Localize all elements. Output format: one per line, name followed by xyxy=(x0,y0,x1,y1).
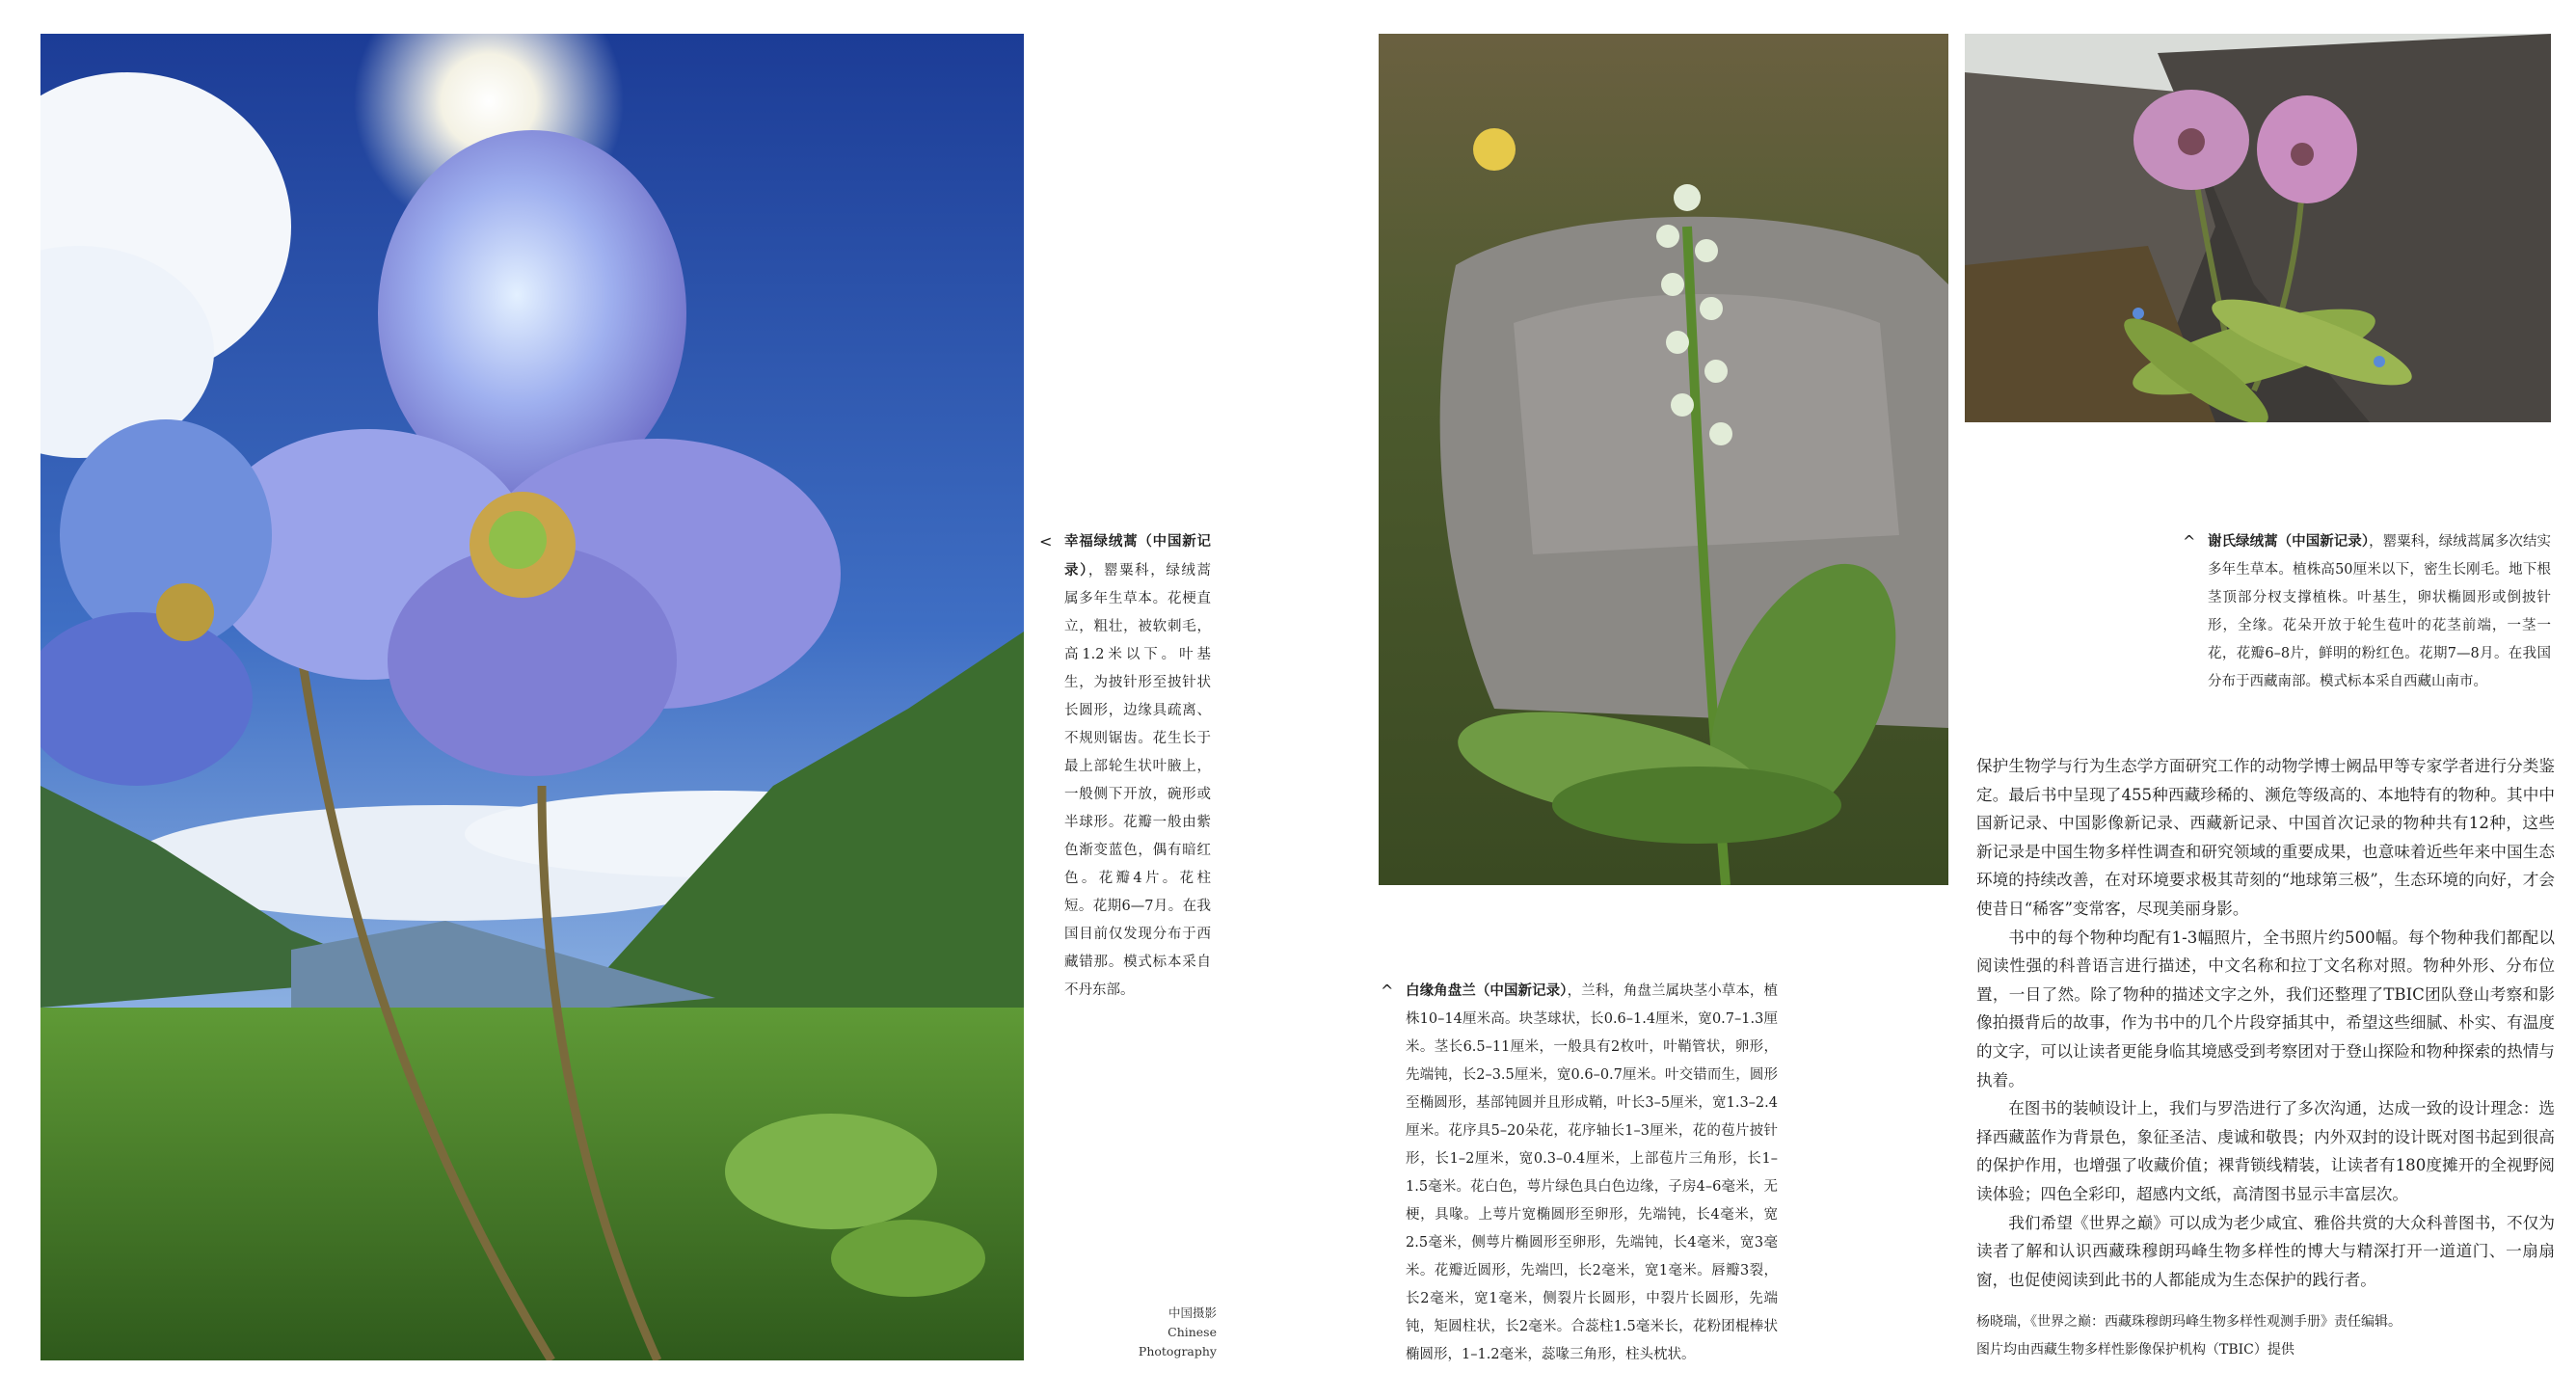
magazine-mark-chinese: 中国摄影 xyxy=(1167,1305,1217,1320)
caption-body: ，罂粟科，绿绒蒿属多次结实多年生草本。植株高50厘米以下，密生长刚毛。地下根茎顶部分杈支撑植株。叶基生，卵状椭圆形或倒披针形，全缘。花朵开放于轮生苞叶的花茎前端，一茎一花，花瓣6–8片，鲜明的粉红色。花期7—8月。在我国分布于西藏南部。模式标本采自西藏山南市。 xyxy=(2208,534,2551,689)
author-note: 杨晓瑞，《世界之巅：西藏珠穆朗玛峰生物多样性观测手册》责任编辑。 xyxy=(1976,1314,2402,1330)
pink-poppy-illustration xyxy=(1965,34,2551,422)
caption-title: 谢氏绿绒蒿（中国新记录） xyxy=(2208,533,2370,550)
caption-white-orchid xyxy=(1381,977,1779,1369)
caption-body: ，罂粟科，绿绒蒿属多年生草本。花梗直立，粗壮，被软刺毛，高1.2米以下。叶基生，为披针形至披针状长圆形，边缘具疏离、不规则锯齿。花生长于最上部轮生状叶腋上，一般侧下开放，碗形或半球形。花瓣一般由紫色渐变蓝色，偶有暗红色。花瓣4片。花柱短。花期6—7月。在我国目前仅发现分布于西藏错那。模式标本采自不丹东部。 xyxy=(1064,563,1212,998)
caption-pointer-up-icon: ^ xyxy=(1381,982,1394,1000)
blue-poppy-illustration xyxy=(40,34,1024,1360)
photo-blue-poppy xyxy=(40,34,1024,1360)
article-body xyxy=(1976,752,2555,1294)
article-paragraph: 书中的每个物种均配有1-3幅照片，全书照片约500幅。每个物种我们都配以阅读性强的科普语言进行描述，中文名称和拉丁文名称对照。物种外形、分布位置，一目了然。除了物种的描述文字之外，我们还整理了TBIC团队登山考察和影像拍摄背后的故事，作为书中的几个片段穿插其中，希望这些细腻、朴实、有温度的文字，可以让读者更能身临其境感受到考察团对于登山探险和物种探索的热情与执着。 xyxy=(1976,928,2555,1090)
caption-title: 白缘角盘兰（中国新记录） xyxy=(1406,982,1568,999)
magazine-mark-english-1: Chinese xyxy=(1167,1325,1217,1339)
photo-credit: 图片均由西藏生物多样性影像保护机构（TBIC）提供 xyxy=(1976,1342,2294,1358)
footer-notes xyxy=(1976,1308,2555,1364)
caption-title: 幸福绿绒蒿（中国新记录） xyxy=(1064,533,1211,578)
caption-pointer-left-icon: < xyxy=(1039,532,1053,551)
photo-pink-poppy xyxy=(1965,34,2551,422)
article-paragraph: 我们希望《世界之巅》可以成为老少咸宜、雅俗共赏的大众科普图书，不仅为读者了解和认识西藏珠穆朗玛峰生物多样性的博大与精深打开一道道门、一扇扇窗，也促使阅读到此书的人都能成为生态保护的践行者。 xyxy=(1976,1213,2555,1289)
magazine-mark-english-2: Photography xyxy=(1138,1344,1217,1359)
orchid-illustration xyxy=(1379,34,1948,885)
caption-body: ，兰科，角盘兰属块茎小草本，植株10–14厘米高。块茎球状，长0.6–1.4厘米，宽0.7–1.3厘米。茎长6.5–11厘米，一般具有2枚叶，叶鞘管状，卵形，先端钝，长2–3.5厘米，宽0.6–0.7厘米。叶交错而生，圆形至椭圆形，基部钝圆并且形成鞘，叶长3–5厘米，宽1.3–2.4厘米。花序具5–20朵花，花序轴长1–3厘米，花的苞片披针形，长1–2厘米，宽0.3–0.4厘米，上部苞片三角形，长1–1.5毫米。花白色，萼片绿色具白色边缘，子房4–6毫米，无梗，具喙。上萼片宽椭圆形至卵形，先端钝，长4毫米，宽2.5毫米，侧萼片椭圆形至卵形，先端钝，长4毫米，宽3毫米。花瓣近圆形，先端凹，长2毫米，宽1毫米。唇瓣3裂，长2毫米，宽1毫米，侧裂片长圆形，中裂片长圆形，先端钝，矩圆柱状，长2毫米。合蕊柱1.5毫米长，花粉团棍棒状椭圆形，1–1.2毫米，蕊喙三角形，柱头枕状。 xyxy=(1406,983,1779,1362)
article-paragraph: 在图书的装帧设计上，我们与罗浩进行了多次沟通，达成一致的设计理念：选择西藏蓝作为背景色，象征圣洁、虔诚和敬畏；内外双封的设计既对图书起到很高的保护作用，也增强了收藏价值；裸背锁线精装，让读者有180度摊开的全视野阅读体验；四色全彩印，超感内文纸，高清图书显示丰富层次。 xyxy=(1976,1099,2555,1203)
magazine-mark xyxy=(1120,1304,1217,1361)
caption-pink-poppy xyxy=(2183,527,2551,696)
caption-blue-poppy xyxy=(1039,527,1212,1005)
photo-white-orchid xyxy=(1379,34,1948,885)
caption-pointer-up-icon: ^ xyxy=(2183,532,2196,551)
article-paragraph: 保护生物学与行为生态学方面研究工作的动物学博士阙品甲等专家学者进行分类鉴定。最后书中呈现了455种西藏珍稀的、濒危等级高的、本地特有的物种。其中中国新记录、中国影像新记录、西藏新记录、中国首次记录的物种共有12种，这些新记录是中国生物多样性调查和研究领域的重要成果，也意味着近些年来中国生态环境的持续改善，在对环境要求极其苛刻的“地球第三极”，生态环境的向好，才会使昔日“稀客”变常客，尽现美丽身影。 xyxy=(1976,757,2555,918)
